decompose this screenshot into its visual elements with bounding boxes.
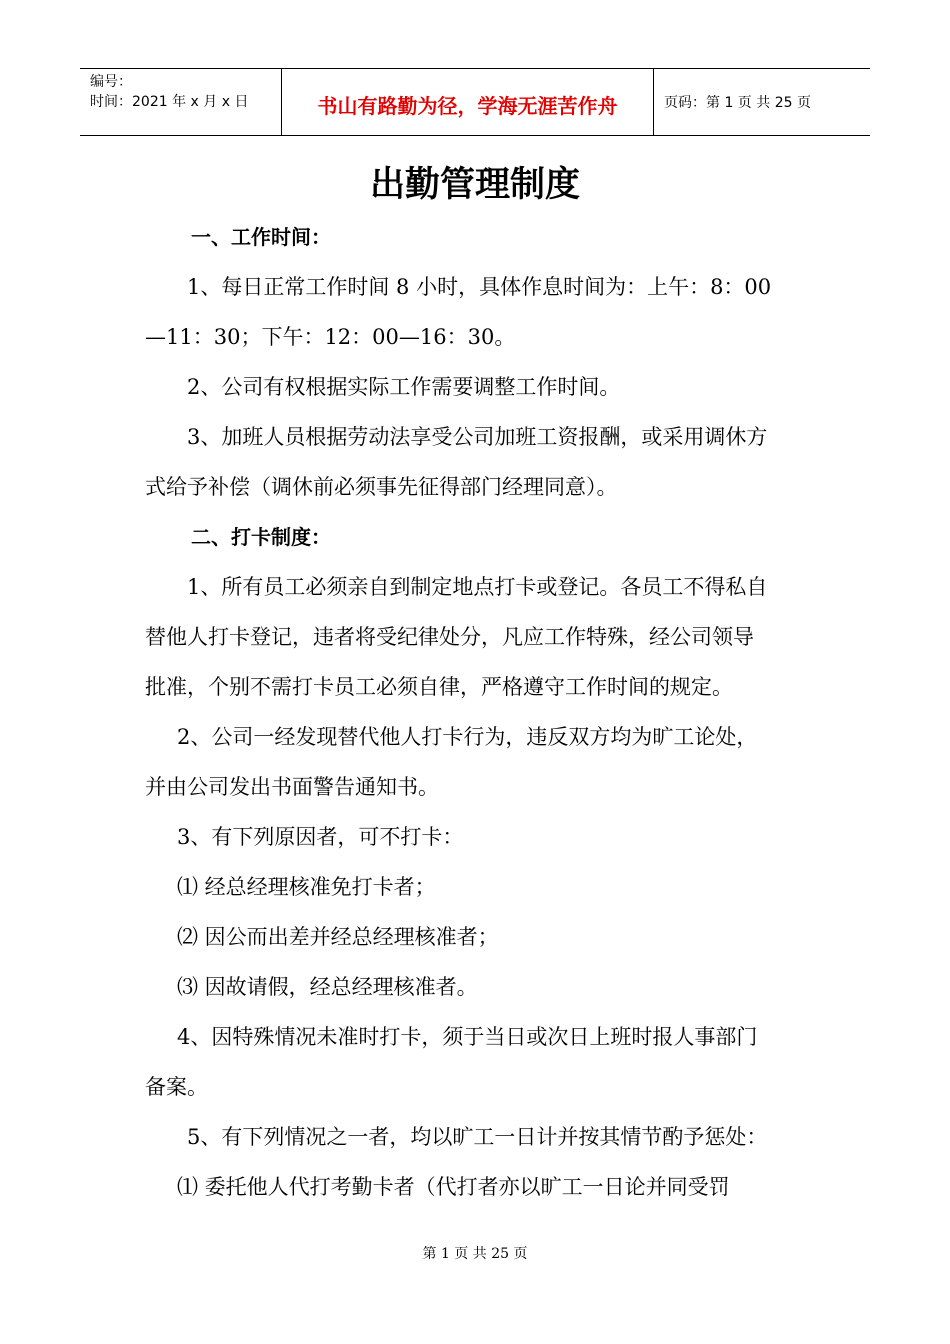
paragraph-line: 1、所有员工必须亲自到制定地点打卡或登记。各员工不得私自 bbox=[187, 575, 768, 599]
paragraph-line: 5、有下列情况之一者，均以旷工一日计并按其情节酌予惩处： bbox=[187, 1125, 768, 1149]
list-item: ⑴ 委托他人代打考勤卡者（代打者亦以旷工一日论并同受罚 bbox=[177, 1175, 730, 1199]
section-heading-work-time: 一、工作时间： bbox=[191, 225, 331, 249]
paragraph-line: 1、每日正常工作时间 8 小时，具体作息时间为：上午：8：00 bbox=[187, 275, 772, 299]
paragraph-line: 4、因特殊情况未准时打卡，须于当日或次日上班时报人事部门 bbox=[177, 1025, 758, 1049]
list-item: ⑶ 因故请假，经总经理核准者。 bbox=[177, 975, 478, 999]
document-title: 出勤管理制度 bbox=[369, 165, 580, 205]
paragraph-line: 3、有下列原因者，可不打卡： bbox=[177, 825, 464, 849]
header-time: 时间：2021 年 x 月 x 日 bbox=[90, 94, 249, 110]
paragraph-line: 2、公司有权根据实际工作需要调整工作时间。 bbox=[187, 375, 621, 399]
page-footer: 第 1 页 共 25 页 bbox=[422, 1246, 528, 1262]
header-meta-cell bbox=[80, 69, 282, 135]
paragraph-line: 并由公司发出书面警告通知书。 bbox=[145, 775, 439, 799]
paragraph-line: —11：30；下午：12：00—16：30。 bbox=[145, 325, 516, 349]
header-number: 编号： bbox=[90, 74, 132, 90]
list-item: ⑵ 因公而出差并经总经理核准者； bbox=[177, 925, 499, 949]
paragraph-line: 替他人打卡登记，违者将受纪律处分，凡应工作特殊，经公司领导 bbox=[145, 625, 754, 649]
paragraph-line: 备案。 bbox=[145, 1075, 208, 1099]
section-heading-clock-in: 二、打卡制度： bbox=[191, 525, 331, 549]
paragraph-line: 批准，个别不需打卡员工必须自律，严格遵守工作时间的规定。 bbox=[145, 675, 733, 699]
paragraph-line: 式给予补偿（调休前必须事先征得部门经理同意）。 bbox=[145, 475, 618, 499]
list-item: ⑴ 经总经理核准免打卡者； bbox=[177, 875, 436, 899]
document-body bbox=[145, 212, 810, 1212]
document-header bbox=[80, 68, 870, 136]
paragraph-line: 2、公司一经发现替代他人打卡行为，违反双方均为旷工论处， bbox=[177, 725, 758, 749]
header-page-info: 页码：第 1 页 共 25 页 bbox=[664, 95, 811, 111]
paragraph-line: 3、加班人员根据劳动法享受公司加班工资报酬，或采用调休方 bbox=[187, 425, 768, 449]
header-motto: 书山有路勤为径，学海无涯苦作舟 bbox=[282, 69, 654, 135]
